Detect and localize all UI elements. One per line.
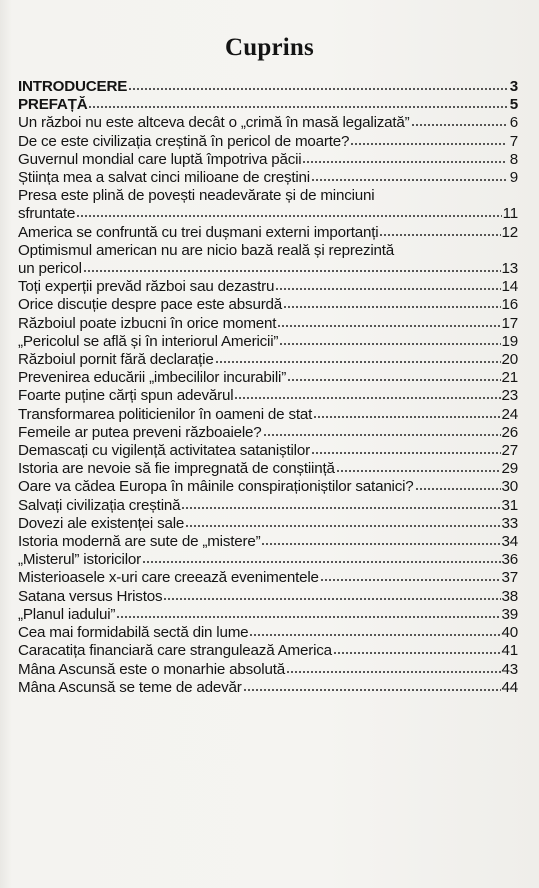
- toc-entry: [18, 424, 518, 442]
- toc-entry-page-number: 34: [501, 533, 518, 551]
- toc-entry-page-number: 8: [509, 150, 518, 168]
- toc-entry-title: „Misterul” istoricilor: [18, 551, 142, 569]
- toc-entry-title: Satana versus Hristos: [18, 587, 163, 605]
- toc-entry-title: Istoria modernă are sute de „mistere”: [18, 533, 261, 551]
- toc-entry-page-number: 44: [501, 678, 518, 696]
- toc-entry-row: [18, 205, 518, 223]
- dot-leader: [249, 634, 500, 636]
- toc-entry: [18, 661, 518, 679]
- toc-entry-row: [18, 642, 518, 660]
- toc-entry-row: [18, 406, 518, 424]
- toc-entry-title: INTRODUCERE: [18, 78, 128, 95]
- toc-entry-title: Femeile ar putea preveni războaiele?: [18, 423, 262, 441]
- toc-entry-page-number: 39: [501, 605, 518, 623]
- toc-entry-row: [18, 460, 518, 478]
- toc-entry-row: [18, 569, 518, 587]
- dot-leader: [234, 397, 500, 399]
- toc-entry-page-number: 38: [501, 587, 518, 605]
- dot-leader: [336, 470, 501, 472]
- toc-entry-row: [18, 78, 518, 96]
- toc-entry-row: [18, 588, 518, 606]
- toc-entry-title: Istoria are nevoie să fie impregnată de conștiință: [18, 460, 335, 478]
- toc-entry-page-number: 5: [509, 96, 518, 114]
- toc-entry-title: Războiul poate izbucni în orice moment: [18, 314, 277, 332]
- dot-leader: [286, 671, 501, 673]
- dot-leader: [181, 507, 500, 509]
- toc-entry-title: Știința mea a salvat cinci milioane de creștini: [18, 169, 310, 187]
- toc-entry: [18, 497, 518, 515]
- toc-entry-row: [18, 224, 518, 242]
- toc-entry-page-number: 27: [501, 442, 518, 460]
- toc-entry: [18, 278, 518, 296]
- toc-entry-page-number: 31: [501, 496, 518, 514]
- toc-entry-row: [18, 497, 518, 515]
- dot-leader: [275, 288, 500, 290]
- toc-entry: [18, 679, 518, 697]
- dot-leader: [415, 488, 501, 490]
- dot-leader: [128, 88, 507, 90]
- dot-leader: [302, 161, 507, 163]
- toc-entry-page-number: 29: [501, 460, 518, 478]
- toc-entry-page-number: 19: [501, 332, 518, 350]
- dot-leader: [277, 325, 500, 327]
- toc-entry-page-number: 41: [501, 642, 518, 660]
- toc-entry-row: [18, 114, 518, 132]
- toc-entry-page-number: 37: [501, 569, 518, 587]
- toc-entry-row: [18, 151, 518, 169]
- toc-entry: [18, 478, 518, 496]
- toc-entry: [18, 333, 518, 351]
- toc-entry-page-number: 16: [501, 296, 518, 314]
- toc-entry-title: „Planul iadului”: [18, 605, 116, 623]
- toc-entry: [18, 151, 518, 169]
- toc-entry-row: [18, 515, 518, 533]
- toc-entry-row: [18, 478, 518, 496]
- toc-entry-title: Războiul pornit fără declarație: [18, 351, 214, 369]
- toc-entry-title: Salvați civilizația creștină: [18, 496, 181, 514]
- toc-entry: [18, 169, 518, 187]
- toc-entry-title: Cea mai formidabilă sectă din lume: [18, 624, 249, 642]
- toc-entry-title: Toți experții prevăd război sau dezastru: [18, 278, 275, 296]
- toc-entry-page-number: 7: [509, 132, 518, 150]
- page-title: Cuprins: [225, 34, 314, 61]
- toc-entry-title: Mâna Ascunsă este o monarhie absolută: [18, 660, 285, 678]
- dot-leader: [311, 452, 501, 454]
- toc-entry: [18, 224, 518, 242]
- toc-entry: [18, 460, 518, 478]
- toc-entry-page-number: 13: [501, 260, 518, 278]
- dot-leader: [76, 215, 501, 217]
- dot-leader: [311, 179, 507, 181]
- toc-entry-row: [18, 96, 518, 114]
- toc-entry-title-line: Optimismul american nu are nicio bază reală și reprezintă: [18, 241, 395, 259]
- dot-leader: [88, 106, 507, 108]
- toc-entry: [18, 296, 518, 314]
- toc-entry-title: Mâna Ascunsă se teme de adevăr: [18, 678, 242, 696]
- toc-entry-row: [18, 369, 518, 387]
- toc-entry: [18, 406, 518, 424]
- toc-entry-row: [18, 315, 518, 333]
- toc-entry-title: Oare va cădea Europa în mâinile conspiraționiștilor satanici?: [18, 478, 414, 496]
- toc-entry-title: Prevenirea educării „imbecililor incurabili”: [18, 369, 287, 387]
- dot-leader: [185, 525, 500, 527]
- toc-entry-page-number: 6: [509, 114, 518, 132]
- toc-entry-row: [18, 624, 518, 642]
- toc-entry-page-number: 9: [509, 169, 518, 187]
- dot-leader: [411, 124, 507, 126]
- toc-entry-row: [18, 424, 518, 442]
- toc-entry: [18, 642, 518, 660]
- dot-leader: [313, 416, 500, 418]
- toc-entry-title: PREFAȚĂ: [18, 96, 88, 114]
- toc-entry-page-number: 20: [501, 351, 518, 369]
- toc-entry-page-number: 24: [501, 405, 518, 423]
- dot-leader: [379, 234, 500, 236]
- toc-entry-page-number: 43: [501, 660, 518, 678]
- toc-entry-page-number: 36: [501, 551, 518, 569]
- toc-entry: [18, 78, 518, 96]
- dot-leader: [263, 434, 501, 436]
- toc-entry: [18, 387, 518, 405]
- toc-entry-row: [18, 533, 518, 551]
- toc-entry-title: De ce este civilizația creștină în pericol de moarte?: [18, 132, 350, 150]
- dot-leader: [163, 598, 500, 600]
- toc-entry-title: Transformarea politicienilor în oameni de stat: [18, 405, 313, 423]
- toc-entry-title: Guvernul mondial care luptă împotriva păcii: [18, 150, 302, 168]
- toc-entry: [18, 569, 518, 587]
- toc-entry: [18, 315, 518, 333]
- table-of-contents: [18, 78, 518, 697]
- toc-entry-page-number: 33: [501, 514, 518, 532]
- dot-leader: [320, 579, 501, 581]
- toc-entry-title: Foarte puține cărți spun adevărul: [18, 387, 234, 405]
- toc-entry-title: America se confruntă cu trei dușmani externi importanți: [18, 223, 379, 241]
- toc-entry-title-line: Presa este plină de povești neadevărate și de minciuni: [18, 187, 375, 205]
- toc-entry: [18, 442, 518, 460]
- toc-entry-row: [18, 351, 518, 369]
- dot-leader: [333, 652, 501, 654]
- toc-entry: [18, 624, 518, 642]
- toc-entry-page-number: 12: [501, 223, 518, 241]
- toc-entry-row: [18, 333, 518, 351]
- toc-entry-row: [18, 442, 518, 460]
- toc-entry-row: [18, 133, 518, 151]
- dot-leader: [116, 616, 500, 618]
- toc-entry: [18, 533, 518, 551]
- dot-leader: [243, 689, 501, 691]
- toc-entry-page-number: 14: [501, 278, 518, 296]
- toc-entry-title: Demascați cu vigilență activitatea sataniștilor: [18, 442, 310, 460]
- toc-entry-row: [18, 661, 518, 679]
- toc-entry-title: Orice discuție despre pace este absurdă: [18, 296, 283, 314]
- dot-leader: [350, 143, 507, 145]
- toc-entry: [18, 551, 518, 569]
- toc-entry: [18, 588, 518, 606]
- toc-entry: [18, 242, 518, 278]
- toc-entry-page-number: 3: [509, 78, 518, 95]
- toc-entry: [18, 114, 518, 132]
- toc-entry: [18, 369, 518, 387]
- toc-entry-page-number: 26: [501, 423, 518, 441]
- toc-entry-row: [18, 260, 518, 278]
- toc-entry: [18, 133, 518, 151]
- dot-leader: [283, 306, 500, 308]
- dot-leader: [142, 561, 500, 563]
- toc-entry-title: Caracatița financiară care strangulează America: [18, 642, 332, 660]
- toc-entry: [18, 606, 518, 624]
- toc-entry-page-number: 11: [502, 205, 518, 223]
- toc-entry: [18, 515, 518, 533]
- toc-entry: [18, 96, 518, 114]
- toc-entry-title: Misterioasele x-uri care creează evenimentele: [18, 569, 319, 587]
- toc-entry-row: [18, 278, 518, 296]
- toc-entry-row: [18, 387, 518, 405]
- toc-entry-row: [18, 296, 518, 314]
- dot-leader: [215, 361, 501, 363]
- toc-entry-title: Un război nu este altceva decât o „crimă în masă legalizată”: [18, 114, 410, 132]
- toc-entry-page-number: 30: [501, 478, 518, 496]
- dot-leader: [261, 543, 500, 545]
- toc-entry-row: [18, 551, 518, 569]
- toc-entry-title: sfruntate: [18, 205, 76, 223]
- toc-entry-title: un pericol: [18, 260, 82, 278]
- toc-entry-row: [18, 606, 518, 624]
- toc-entry-title: Dovezi ale existenței sale: [18, 514, 185, 532]
- toc-entry-page-number: 40: [501, 624, 518, 642]
- dot-leader: [83, 270, 501, 272]
- toc-entry-title: „Pericolul se află și în interiorul Americii”: [18, 332, 279, 350]
- toc-entry-page-number: 21: [501, 369, 518, 387]
- toc-entry-page-number: 23: [501, 387, 518, 405]
- toc-entry: [18, 187, 518, 223]
- toc-entry-page-number: 17: [501, 314, 518, 332]
- dot-leader: [287, 379, 500, 381]
- toc-entry: [18, 351, 518, 369]
- dot-leader: [279, 343, 500, 345]
- toc-entry-row: [18, 679, 518, 697]
- toc-entry-row: [18, 169, 518, 187]
